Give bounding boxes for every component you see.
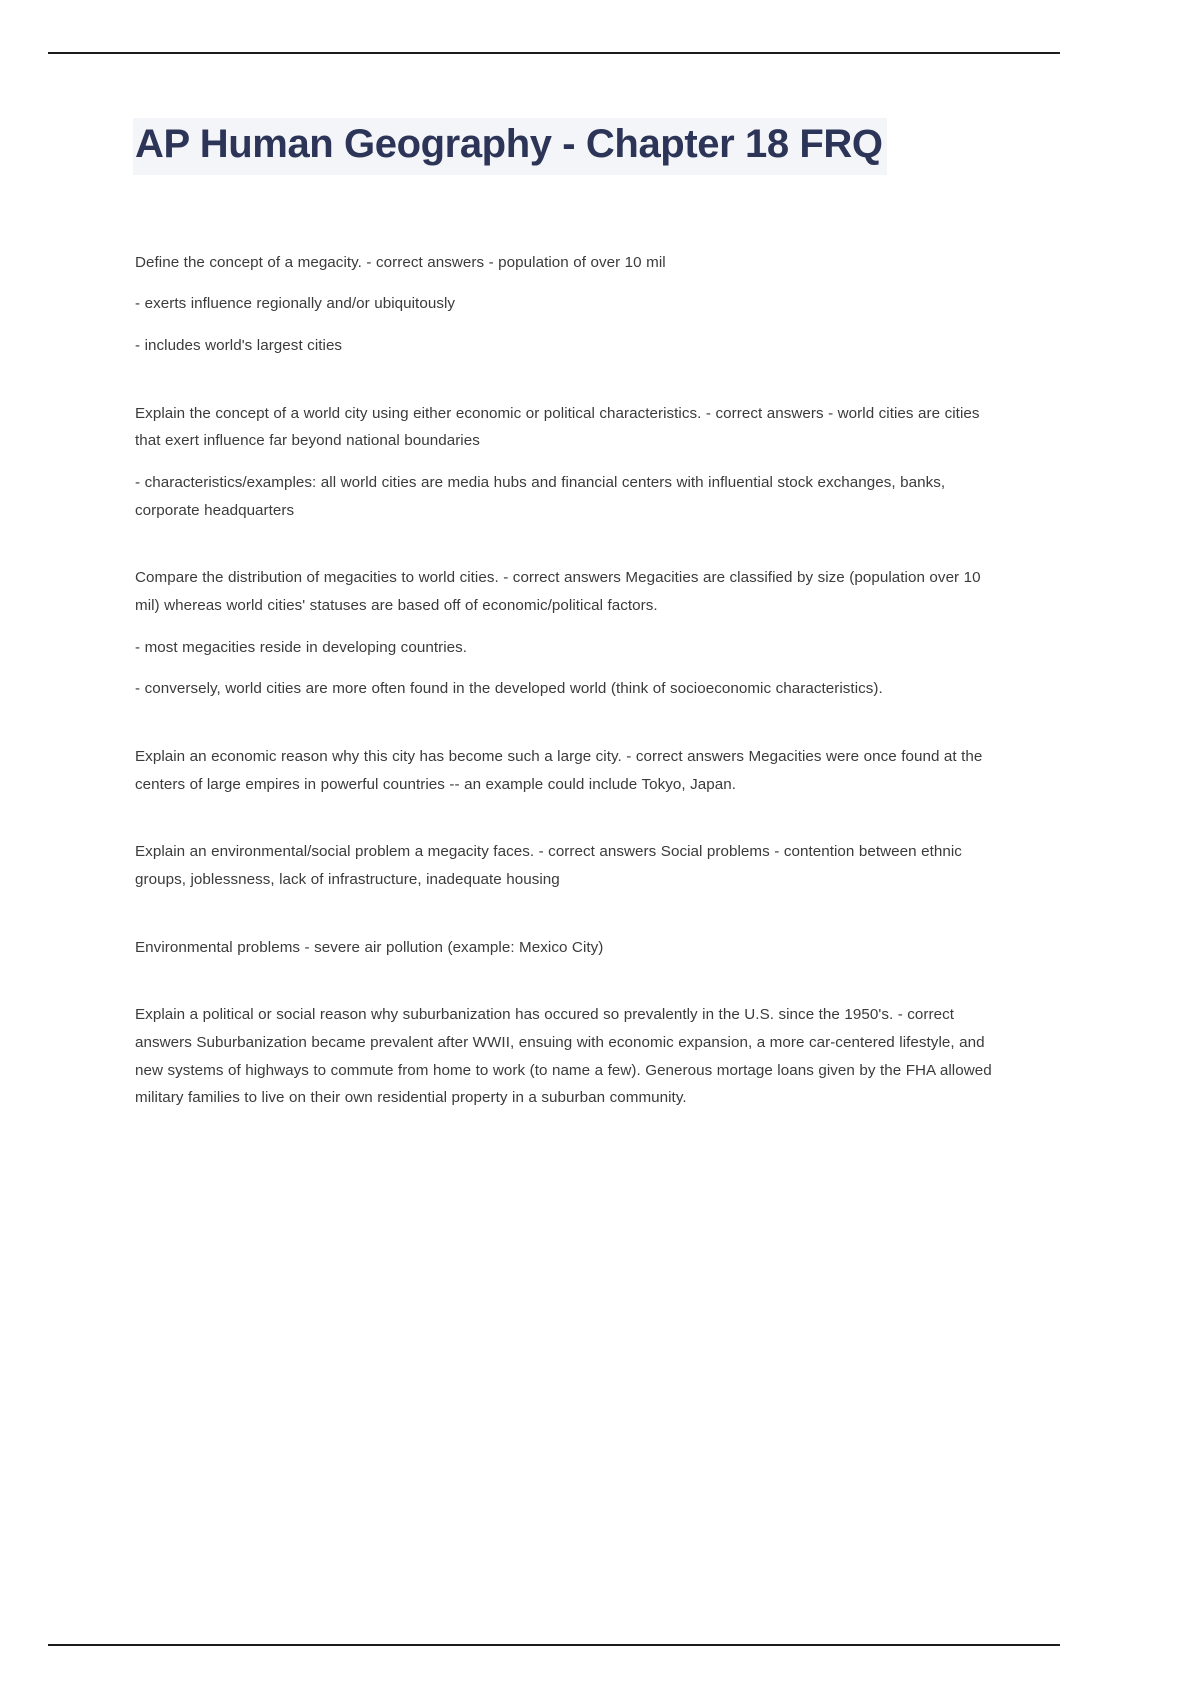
qa-paragraph: Compare the distribution of megacities to world cities. - correct answers Megacities are classified by size (population over 10 mil) whereas world cities' statuses are based off of economic/political factors. [135,569,981,615]
qa-paragraph: Define the concept of a megacity. - correct answers - population of over 10 mil [135,253,666,271]
qa-paragraph: - conversely, world cities are more often found in the developed world (think of socioeconomic characteristics). [135,680,883,698]
qa-paragraph: Explain an environmental/social problem a megacity faces. - correct answers Social problems - contention between ethnic groups, joblessness, lack of infrastructure, inadequate housing [135,843,962,888]
qa-paragraph: Explain a political or social reason why suburbanization has occured so prevalently in the U.S. since the 1950's. - correct answers Suburbanization became prevalent after WWII, ensuing with economic expansion, a more car-centered lifestyle, and new systems of highways to commute from home to work (to name a few). Generous mortage loans given by the FHA allowed military families to live on their own residential property in a suburban community. [135,1006,992,1107]
qa-block-megacity-definition [135,249,1007,360]
page-title: AP Human Geography - Chapter 18 FRQ [133,118,887,175]
qa-paragraph: - characteristics/examples: all world cities are media hubs and financial centers with influential stock exchanges, banks, corporate headquarters [135,474,946,519]
qa-paragraph: Explain the concept of a world city using either economic or political characteristics. - correct answers - world cities are cities that exert influence far beyond national boundaries [135,404,980,450]
qa-block-distribution-comparison [135,564,1007,703]
document-content [135,118,1007,1112]
header-divider-rule [48,52,1060,54]
footer-divider-rule [48,1644,1060,1646]
qa-paragraph: Explain an economic reason why this city has become such a large city. - correct answers Megacities were once found at the centers of large empires in powerful countries -- an example could include Tokyo, Japan. [135,748,983,793]
qa-list [135,249,1007,1112]
qa-paragraph: - includes world's largest cities [135,337,343,355]
qa-paragraph: - exerts influence regionally and/or ubiquitously [135,295,456,313]
qa-block-suburbanization [135,1001,1007,1112]
qa-paragraph: - most megacities reside in developing countries. [135,638,468,656]
qa-block-world-city-concept [135,400,1007,525]
qa-paragraph: Environmental problems - severe air pollution (example: Mexico City) [135,938,604,956]
qa-block-environmental-social-problem [135,838,1007,893]
qa-block-economic-reason [135,743,1007,798]
qa-block-environmental-problems [135,934,1007,962]
